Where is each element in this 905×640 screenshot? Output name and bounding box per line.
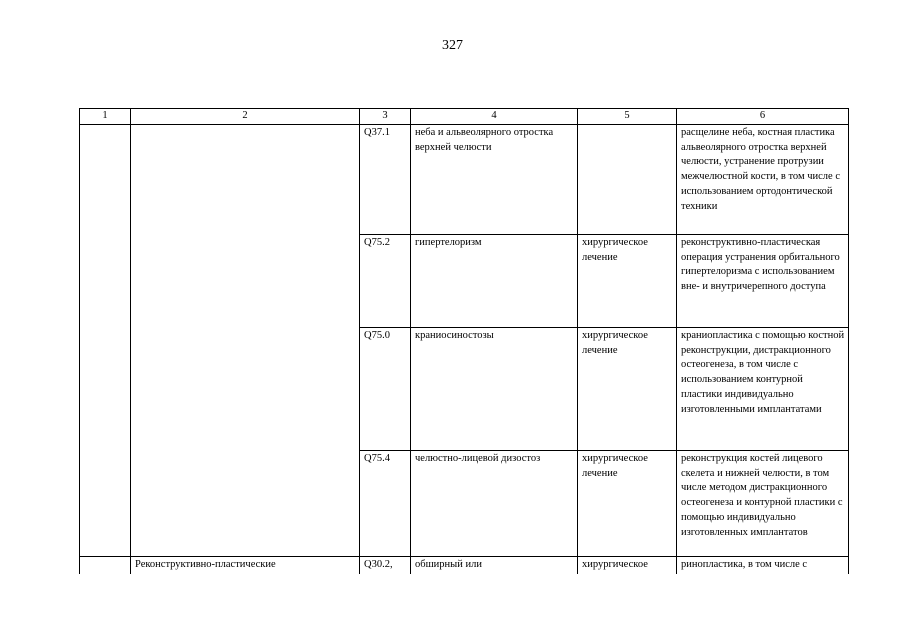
column-header-2: 2: [131, 109, 360, 125]
condition-cell: гипертелоризм: [411, 235, 578, 328]
icd-code-cell: Q30.2,: [360, 557, 411, 574]
column-header-1: 1: [80, 109, 131, 125]
table-row: [80, 125, 849, 235]
treatment-method-cell: реконструкция костей лицевого скелета и нижней челюсти, в том числе методом дистракционного остеогенеза и контурной пластики с помощью индивидуально изготовленных имплантатов: [677, 451, 849, 557]
table-row-partial: [80, 557, 849, 574]
page-number: 327: [442, 38, 463, 53]
treatment-type-cell: хирургическое лечение: [578, 451, 677, 557]
icd-code-cell: Q75.0: [360, 328, 411, 451]
icd-code-cell: Q75.2: [360, 235, 411, 328]
medical-procedures-table: [79, 108, 849, 574]
treatment-type-cell: [578, 125, 677, 235]
treatment-method-cell: расщелине неба, костная пластика альвеолярного отростка верхней челюсти, устранение протрузии межчелюстной кости, в том числе с использованием ортодонтической техники: [677, 125, 849, 235]
condition-cell: челюстно-лицевой дизостоз: [411, 451, 578, 557]
group-number-cell: [80, 125, 131, 557]
treatment-method-cell: реконструктивно-пластическая операция устранения орбитального гипертелоризма с использованием вне- и внутричерепного доступа: [677, 235, 849, 328]
treatment-method-cell: краниопластика с помощью костной реконструкции, дистракционного остеогенеза, в том числе с использованием контурной пластики индивидуально изготовленными имплантатами: [677, 328, 849, 451]
group-name-cell: [131, 125, 360, 557]
column-header-6: 6: [677, 109, 849, 125]
group-name-cell: Реконструктивно-пластические: [131, 557, 360, 574]
column-header-3: 3: [360, 109, 411, 125]
treatment-type-cell: хирургическое лечение: [578, 328, 677, 451]
column-header-4: 4: [411, 109, 578, 125]
condition-cell: краниосиностозы: [411, 328, 578, 451]
header-row: [80, 109, 849, 125]
condition-cell: неба и альвеолярного отростка верхней челюсти: [411, 125, 578, 235]
icd-code-cell: Q75.4: [360, 451, 411, 557]
group-number-cell: [80, 557, 131, 574]
condition-cell: обширный или: [411, 557, 578, 574]
treatment-type-cell: хирургическое лечение: [578, 235, 677, 328]
treatment-type-cell: хирургическое: [578, 557, 677, 574]
column-header-5: 5: [578, 109, 677, 125]
treatment-method-cell: ринопластика, в том числе с: [677, 557, 849, 574]
icd-code-cell: Q37.1: [360, 125, 411, 235]
